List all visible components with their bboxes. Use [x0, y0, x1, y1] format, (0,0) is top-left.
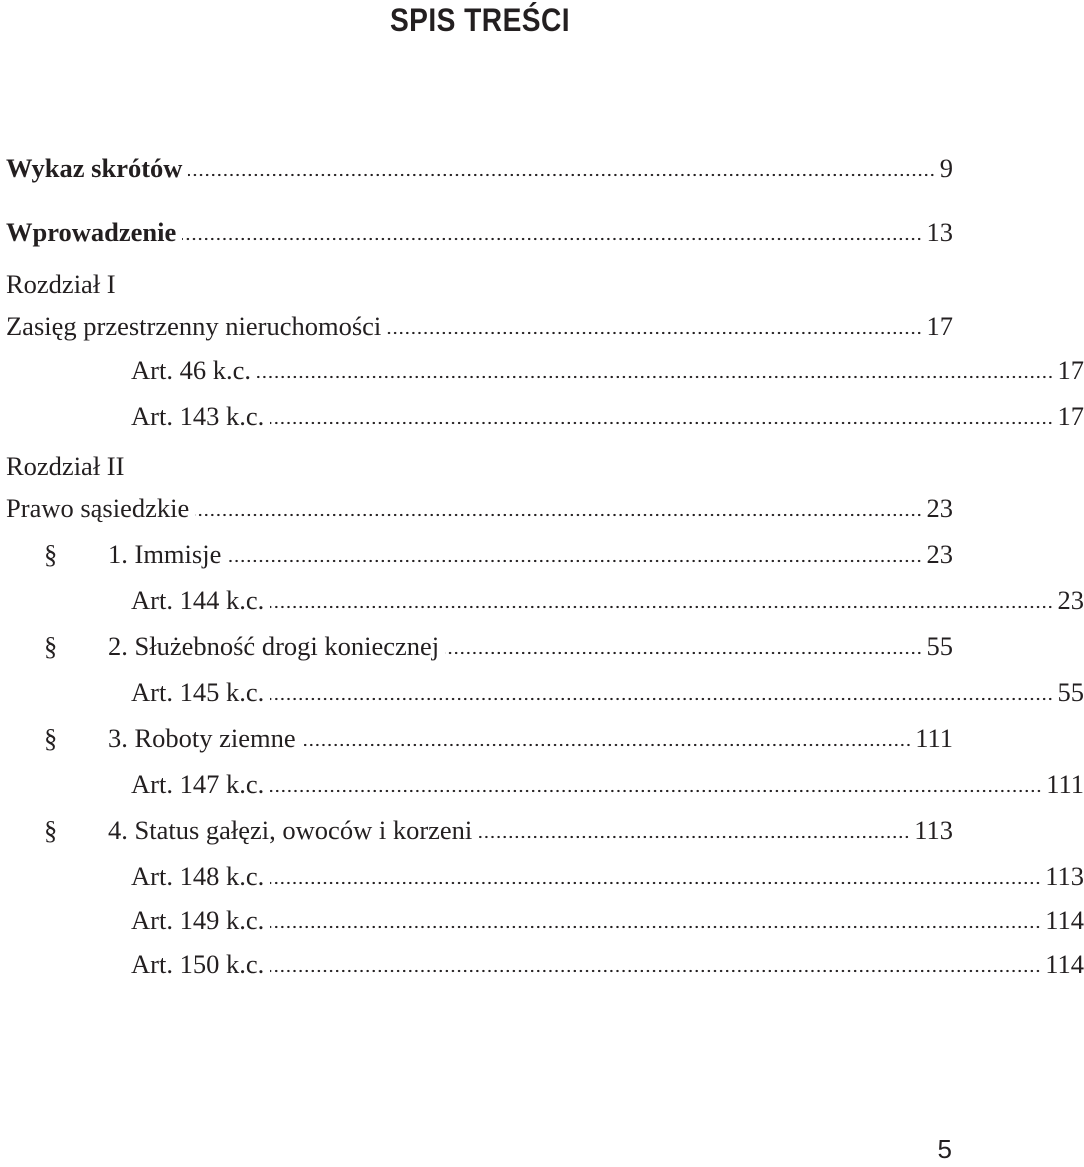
page-title: SPIS TREŚCI	[389, 2, 571, 38]
dot-leader	[257, 375, 1054, 379]
toc-entry-page: 17	[926, 311, 953, 341]
dot-leader	[270, 605, 1053, 609]
toc-entry-art-149[interactable]	[0, 902, 1084, 936]
dot-leader	[270, 881, 1041, 885]
dot-leader	[188, 173, 935, 177]
toc-entry-page: 55	[1057, 677, 1084, 707]
toc-entry-label: 1. Immisje	[108, 539, 222, 569]
toc-entry-label: 2. Służebność drogi koniecznej	[108, 631, 440, 661]
toc-entry-wykaz-skrotow[interactable]	[0, 150, 953, 184]
toc-entry-wprowadzenie[interactable]	[0, 214, 953, 248]
toc-entry-label: Zasięg przestrzenny nieruchomości	[6, 311, 382, 341]
section-sign-icon: §	[44, 815, 58, 845]
dot-leader	[270, 789, 1042, 793]
toc-entry-label: Art. 149 k.c.	[131, 905, 265, 935]
toc-entry-section-2[interactable]	[0, 628, 953, 662]
chapter-heading-1: Rozdział I	[6, 269, 116, 299]
toc-entry-page: 23	[926, 539, 953, 569]
toc-entry-label: Art. 145 k.c.	[131, 677, 265, 707]
toc-entry-art-144[interactable]	[0, 582, 1084, 616]
chapter-heading-2: Rozdział II	[6, 451, 125, 481]
toc-entry-page: 111	[915, 723, 953, 753]
toc-entry-page: 23	[1057, 585, 1084, 615]
toc-entry-page: 17	[1057, 401, 1084, 431]
toc-entry-art-143[interactable]	[0, 398, 1084, 432]
toc-entry-art-148[interactable]	[0, 858, 1084, 892]
dot-leader	[270, 697, 1053, 701]
toc-entry-label: 3. Roboty ziemne	[108, 723, 296, 753]
dot-leader	[182, 237, 922, 241]
toc-entry-chapter-1[interactable]	[0, 308, 953, 342]
section-sign-icon: §	[44, 539, 58, 569]
toc-entry-section-4[interactable]	[0, 812, 953, 846]
toc-entry-page: 111	[1046, 769, 1084, 799]
dot-leader	[270, 421, 1053, 425]
toc-entry-label: Art. 144 k.c.	[131, 585, 265, 615]
toc-entry-section-3[interactable]	[0, 720, 953, 754]
toc-entry-label: Art. 148 k.c.	[131, 861, 265, 891]
toc-entry-page: 55	[926, 631, 953, 661]
toc-entry-label: Prawo sąsiedzkie	[6, 493, 190, 523]
toc-entry-page: 23	[926, 493, 953, 523]
toc-entry-label: Art. 150 k.c.	[131, 949, 265, 979]
dot-leader	[478, 835, 910, 839]
page-number: 5	[937, 1134, 952, 1164]
dot-leader	[302, 743, 912, 747]
dot-leader	[195, 513, 922, 517]
toc-entry-art-147[interactable]	[0, 766, 1084, 800]
toc-entry-page: 113	[914, 815, 953, 845]
toc-entry-label: Art. 46 k.c.	[131, 355, 251, 385]
section-sign-icon: §	[44, 723, 58, 753]
toc-entry-page: 13	[926, 217, 953, 247]
toc-entry-art-145[interactable]	[0, 674, 1084, 708]
toc-entry-art-150[interactable]	[0, 946, 1084, 980]
dot-leader	[270, 969, 1041, 973]
dot-leader	[270, 925, 1041, 929]
toc-entry-page: 114	[1045, 905, 1084, 935]
toc-entry-label: 4. Status gałęzi, owoców i korzeni	[108, 815, 473, 845]
dot-leader	[227, 559, 922, 563]
dot-leader	[387, 331, 922, 335]
toc-entry-page: 17	[1057, 355, 1084, 385]
toc-entry-page: 113	[1045, 861, 1084, 891]
toc-entry-art-46[interactable]	[0, 352, 1084, 386]
toc-entry-label: Wykaz skrótów	[6, 153, 183, 183]
toc-entry-page: 9	[939, 153, 953, 183]
toc-entry-label: Art. 147 k.c.	[131, 769, 265, 799]
section-sign-icon: §	[44, 631, 58, 661]
toc-entry-label: Art. 143 k.c.	[131, 401, 265, 431]
dot-leader	[445, 651, 922, 655]
toc-entry-label: Wprowadzenie	[6, 217, 177, 247]
toc-entry-chapter-2[interactable]	[0, 490, 953, 524]
toc-entry-section-1[interactable]	[0, 536, 953, 570]
toc-entry-page: 114	[1045, 949, 1084, 979]
